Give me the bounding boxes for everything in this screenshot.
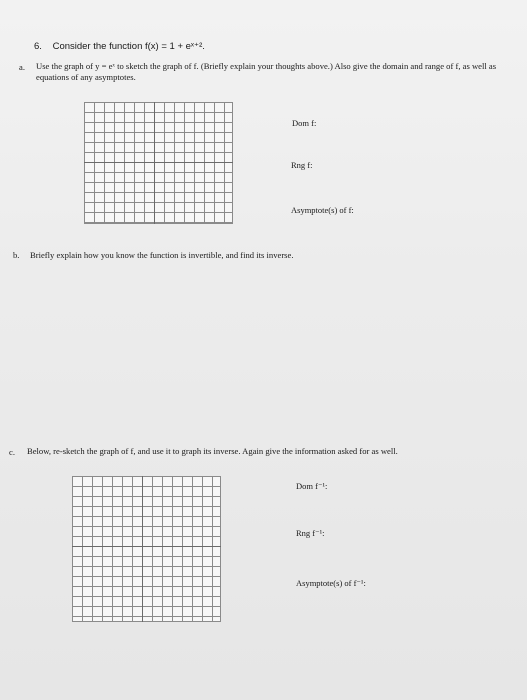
part-b-text: Briefly explain how you know the function is invertible, and find its inverse. (30, 250, 294, 260)
part-c-asymptote-label: Asymptote(s) of f⁻¹: (296, 578, 366, 588)
part-c-y-axis (142, 476, 143, 622)
problem-intro: Consider the function f(x) = 1 + eˣ⁺². (52, 41, 205, 52)
problem-number: 6. (34, 41, 42, 52)
part-c-graph-grid[interactable] (72, 476, 221, 622)
problem-heading (34, 41, 205, 52)
part-b-marker: b. (13, 250, 20, 260)
part-a-text: Use the graph of y = eˣ to sketch the graph of f. (Briefly explain your thoughts above.) Also give the domain and range of f, as well as equations of any asymptotes. (36, 61, 497, 82)
part-c-range-label: Rng f⁻¹: (296, 528, 325, 538)
part-a-y-axis (154, 102, 155, 224)
part-c-marker: c. (9, 447, 15, 457)
part-c-x-axis (72, 546, 221, 547)
part-c-domain-label: Dom f⁻¹: (296, 481, 328, 491)
part-c-text: Below, re-sketch the graph of f, and use it to graph its inverse. Again give the information asked for as well. (27, 446, 398, 456)
part-a-range-label: Rng f: (291, 160, 313, 170)
part-a-domain-label: Dom f: (292, 118, 317, 128)
part-a-marker: a. (19, 62, 25, 72)
part-a-x-axis (84, 162, 233, 163)
part-a-asymptote-label: Asymptote(s) of f: (291, 205, 354, 215)
part-a-graph-grid[interactable] (84, 102, 233, 224)
